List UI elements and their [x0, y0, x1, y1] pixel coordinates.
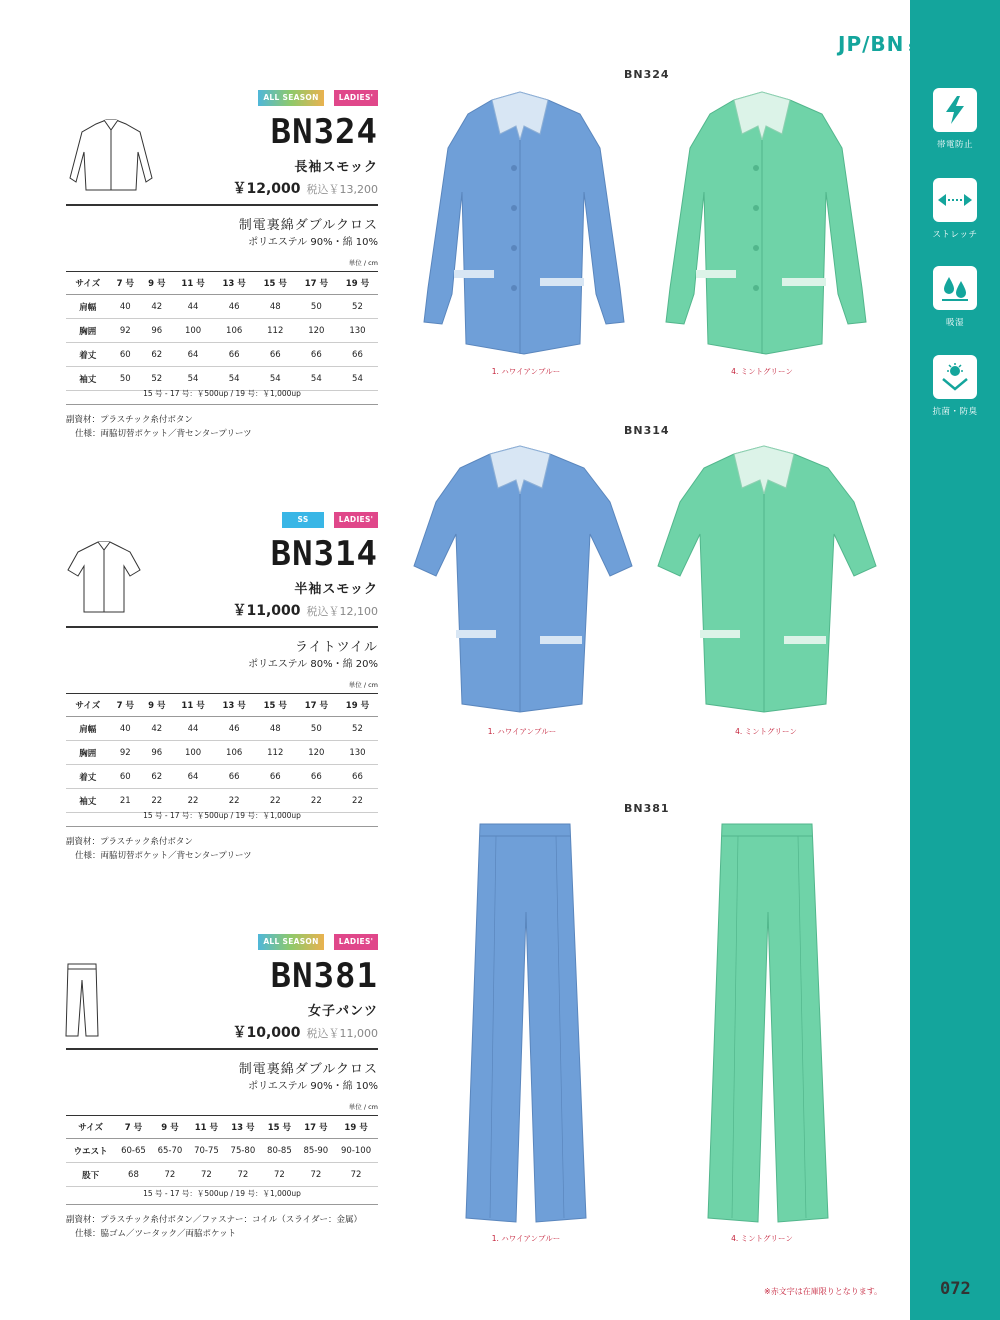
table-row	[66, 1163, 378, 1187]
size-header: 7 号	[115, 1116, 151, 1139]
size-header: 13 号	[214, 272, 255, 295]
size-header: サイズ	[66, 1116, 115, 1139]
fabric-composition: ポリエステル 80%・綿 20%	[248, 659, 378, 670]
table-cell: 100	[173, 319, 214, 343]
spec-note: 仕様：両脇切替ポケット／背センタープリーツ	[75, 851, 252, 861]
table-cell: 22	[337, 789, 378, 813]
size-header: 19 号	[337, 272, 378, 295]
divider	[66, 204, 378, 206]
material-note: 副資材：プラスチック糸付ボタン／ファスナー：コイル（スライダー：金属）	[66, 1215, 362, 1225]
table-cell: 48	[255, 295, 296, 319]
table-cell: 64	[173, 343, 214, 367]
table-cell: 22	[141, 789, 172, 813]
size-header-row	[66, 272, 378, 295]
feature-absorb	[910, 266, 1000, 328]
product-name: 長袖スモック	[294, 160, 378, 175]
row-label: ウエスト	[66, 1139, 115, 1163]
product-name: 半袖スモック	[294, 582, 378, 597]
size-header: サイズ	[66, 272, 110, 295]
price-tax: 税込￥12,100	[306, 605, 378, 618]
table-cell: 50	[110, 367, 141, 391]
table-cell: 21	[110, 789, 141, 813]
badge-all-season: ALL SEASON	[258, 90, 324, 106]
table-cell: 65-70	[152, 1139, 188, 1163]
table-cell: 44	[173, 295, 214, 319]
table-cell: 66	[214, 765, 255, 789]
table-cell: 62	[141, 765, 172, 789]
size-header: 15 号	[261, 1116, 297, 1139]
longsleeve-smock-sketch	[66, 118, 156, 194]
unit-label: 単位 / cm	[348, 1103, 378, 1111]
spec-note: 仕様：脇ゴム／ツータック／両脇ポケット	[75, 1229, 237, 1239]
model-number: BN314	[270, 534, 378, 574]
table-cell: 22	[296, 789, 337, 813]
table-cell: 42	[141, 717, 172, 741]
table-cell: 96	[141, 741, 172, 765]
bn381-green-photo	[702, 822, 832, 1224]
bn314-green-photo	[654, 442, 880, 714]
pants-sketch	[64, 962, 100, 1038]
table-cell: 130	[337, 741, 378, 765]
size-header-row	[66, 694, 378, 717]
price-value: ￥12,000	[232, 181, 301, 197]
table-row	[66, 319, 378, 343]
table-row	[66, 367, 378, 391]
divider	[66, 1204, 378, 1205]
unit-label: 単位 / cm	[348, 681, 378, 689]
size-table	[66, 693, 378, 813]
table-cell: 112	[255, 319, 296, 343]
feature-label: 抗菌・防臭	[932, 407, 978, 417]
bn324-blue-photo	[420, 88, 630, 358]
size-header-row	[66, 1116, 378, 1139]
bn314-blue-photo	[410, 442, 636, 714]
table-cell: 60	[110, 343, 141, 367]
row-label: 肩幅	[66, 717, 110, 741]
table-cell: 72	[334, 1163, 378, 1187]
row-label: 股下	[66, 1163, 115, 1187]
color-label: 4. ミントグリーン	[731, 367, 793, 376]
size-header: サイズ	[66, 694, 110, 717]
table-cell: 106	[214, 319, 255, 343]
table-cell: 66	[337, 765, 378, 789]
table-cell: 44	[173, 717, 214, 741]
divider	[66, 626, 378, 628]
size-table	[66, 271, 378, 391]
badge-ss: SS	[282, 512, 324, 528]
table-cell: 72	[188, 1163, 224, 1187]
table-cell: 130	[337, 319, 378, 343]
price	[232, 600, 378, 620]
size-header: 19 号	[334, 1116, 378, 1139]
feature-sidebar	[910, 0, 1000, 1320]
table-row	[66, 765, 378, 789]
unit-label: 単位 / cm	[348, 259, 378, 267]
table-cell: 40	[110, 717, 141, 741]
size-header: 17 号	[298, 1116, 334, 1139]
table-cell: 42	[141, 295, 172, 319]
table-cell: 62	[141, 343, 172, 367]
table-cell: 66	[255, 765, 296, 789]
table-cell: 72	[261, 1163, 297, 1187]
table-row	[66, 741, 378, 765]
table-cell: 80-85	[261, 1139, 297, 1163]
size-header: 19 号	[337, 694, 378, 717]
table-cell: 120	[296, 741, 337, 765]
color-label: 1. ハワイアンブルー	[491, 367, 561, 376]
table-cell: 92	[110, 319, 141, 343]
fabric-composition: ポリエステル 90%・綿 10%	[248, 237, 378, 248]
table-cell: 54	[173, 367, 214, 391]
table-cell: 120	[296, 319, 337, 343]
spec-notes	[66, 413, 252, 441]
product-name: 女子パンツ	[307, 1004, 378, 1019]
size-header: 15 号	[255, 694, 296, 717]
size-header: 11 号	[188, 1116, 224, 1139]
table-cell: 66	[296, 765, 337, 789]
stock-footnote: ※赤文字は在庫限りとなります。	[764, 1287, 883, 1296]
table-cell: 40	[110, 295, 141, 319]
fabric-name: ライトツイル	[295, 640, 378, 655]
row-label: 肩幅	[66, 295, 110, 319]
table-cell: 54	[337, 367, 378, 391]
color-label: 1. ハワイアンブルー	[487, 727, 557, 736]
feature-label: ストレッチ	[932, 230, 978, 240]
row-label: 着丈	[66, 765, 110, 789]
feature-label: 帯電防止	[936, 140, 973, 150]
table-cell: 60-65	[115, 1139, 151, 1163]
table-cell: 52	[141, 367, 172, 391]
table-row	[66, 789, 378, 813]
row-label: 胸囲	[66, 741, 110, 765]
table-cell: 52	[337, 295, 378, 319]
size-header: 11 号	[173, 272, 214, 295]
photo-label: BN381	[624, 802, 670, 815]
table-cell: 46	[214, 717, 255, 741]
table-cell: 52	[337, 717, 378, 741]
table-cell: 48	[255, 717, 296, 741]
price-tax: 税込￥11,000	[306, 1027, 378, 1040]
photo-label: BN314	[624, 424, 670, 437]
material-note: 副資材：プラスチック糸付ボタン	[66, 415, 193, 425]
price-value: ￥11,000	[232, 603, 301, 619]
series-main: JP/BN	[838, 32, 905, 56]
table-cell: 72	[225, 1163, 261, 1187]
row-label: 着丈	[66, 343, 110, 367]
fabric-composition: ポリエステル 90%・綿 10%	[248, 1081, 378, 1092]
feature-antistatic	[910, 88, 1000, 150]
fabric-name: 制電裏綿ダブルクロス	[238, 1062, 378, 1077]
table-cell: 54	[214, 367, 255, 391]
table-cell: 66	[337, 343, 378, 367]
table-cell: 54	[255, 367, 296, 391]
table-cell: 22	[173, 789, 214, 813]
photo-label: BN324	[624, 68, 670, 81]
table-cell: 72	[298, 1163, 334, 1187]
divider	[66, 826, 378, 827]
table-cell: 70-75	[188, 1139, 224, 1163]
table-cell: 60	[110, 765, 141, 789]
divider	[66, 1048, 378, 1050]
table-cell: 66	[214, 343, 255, 367]
size-header: 13 号	[225, 1116, 261, 1139]
table-cell: 100	[173, 741, 214, 765]
shortsleeve-smock-sketch	[66, 540, 142, 616]
row-label: 袖丈	[66, 367, 110, 391]
size-header: 9 号	[141, 694, 172, 717]
table-cell: 96	[141, 319, 172, 343]
row-label: 袖丈	[66, 789, 110, 813]
bn381-blue-photo	[460, 822, 590, 1224]
table-cell: 64	[173, 765, 214, 789]
table-cell: 92	[110, 741, 141, 765]
size-header: 7 号	[110, 272, 141, 295]
table-row	[66, 295, 378, 319]
feature-antibacterial	[910, 355, 1000, 417]
page-number: 072	[940, 1279, 971, 1299]
size-surcharge: 15 号 - 17 号：￥500up / 19 号：￥1,000up	[143, 811, 301, 820]
row-label: 胸囲	[66, 319, 110, 343]
table-cell: 46	[214, 295, 255, 319]
table-cell: 112	[255, 741, 296, 765]
badge-ladies: LADIES'	[334, 934, 378, 950]
size-header: 17 号	[296, 694, 337, 717]
color-label: 4. ミントグリーン	[735, 727, 797, 736]
table-cell: 50	[296, 295, 337, 319]
table-cell: 50	[296, 717, 337, 741]
table-cell: 68	[115, 1163, 151, 1187]
price-tax: 税込￥13,200	[306, 183, 378, 196]
spec-notes	[66, 835, 252, 863]
color-label: 1. ハワイアンブルー	[491, 1234, 561, 1243]
table-cell: 22	[214, 789, 255, 813]
table-cell: 66	[296, 343, 337, 367]
color-label: 4. ミントグリーン	[731, 1234, 793, 1243]
size-header: 17 号	[296, 272, 337, 295]
table-cell: 72	[152, 1163, 188, 1187]
table-cell: 90-100	[334, 1139, 378, 1163]
spec-notes	[66, 1213, 362, 1241]
table-cell: 54	[296, 367, 337, 391]
stretch-arrows-icon	[933, 178, 977, 222]
size-header: 15 号	[255, 272, 296, 295]
table-cell: 66	[255, 343, 296, 367]
antibacterial-icon	[933, 355, 977, 399]
size-surcharge: 15 号 - 17 号：￥500up / 19 号：￥1,000up	[143, 1189, 301, 1198]
size-surcharge: 15 号 - 17 号：￥500up / 19 号：￥1,000up	[143, 389, 301, 398]
fabric-name: 制電裏綿ダブルクロス	[238, 218, 378, 233]
badge-ladies: LADIES'	[334, 512, 378, 528]
feature-label: 吸湿	[945, 318, 964, 328]
model-number: BN324	[270, 112, 378, 152]
size-header: 9 号	[152, 1116, 188, 1139]
bn324-green-photo	[662, 88, 872, 358]
divider	[66, 404, 378, 405]
table-row	[66, 717, 378, 741]
badge-ladies: LADIES'	[334, 90, 378, 106]
spec-note: 仕様：両脇切替ポケット／背センタープリーツ	[75, 429, 252, 439]
table-cell: 75-80	[225, 1139, 261, 1163]
size-header: 11 号	[173, 694, 214, 717]
table-cell: 22	[255, 789, 296, 813]
water-drops-icon	[933, 266, 977, 310]
badge-all-season: ALL SEASON	[258, 934, 324, 950]
size-table	[66, 1115, 378, 1187]
size-header: 9 号	[141, 272, 172, 295]
price-value: ￥10,000	[232, 1025, 301, 1041]
price	[232, 178, 378, 198]
lightning-icon	[933, 88, 977, 132]
size-header: 7 号	[110, 694, 141, 717]
table-row	[66, 343, 378, 367]
table-row	[66, 1139, 378, 1163]
table-cell: 85-90	[298, 1139, 334, 1163]
price	[232, 1022, 378, 1042]
material-note: 副資材：プラスチック糸付ボタン	[66, 837, 193, 847]
size-header: 13 号	[214, 694, 255, 717]
table-cell: 106	[214, 741, 255, 765]
model-number: BN381	[270, 956, 378, 996]
feature-stretch	[910, 178, 1000, 240]
